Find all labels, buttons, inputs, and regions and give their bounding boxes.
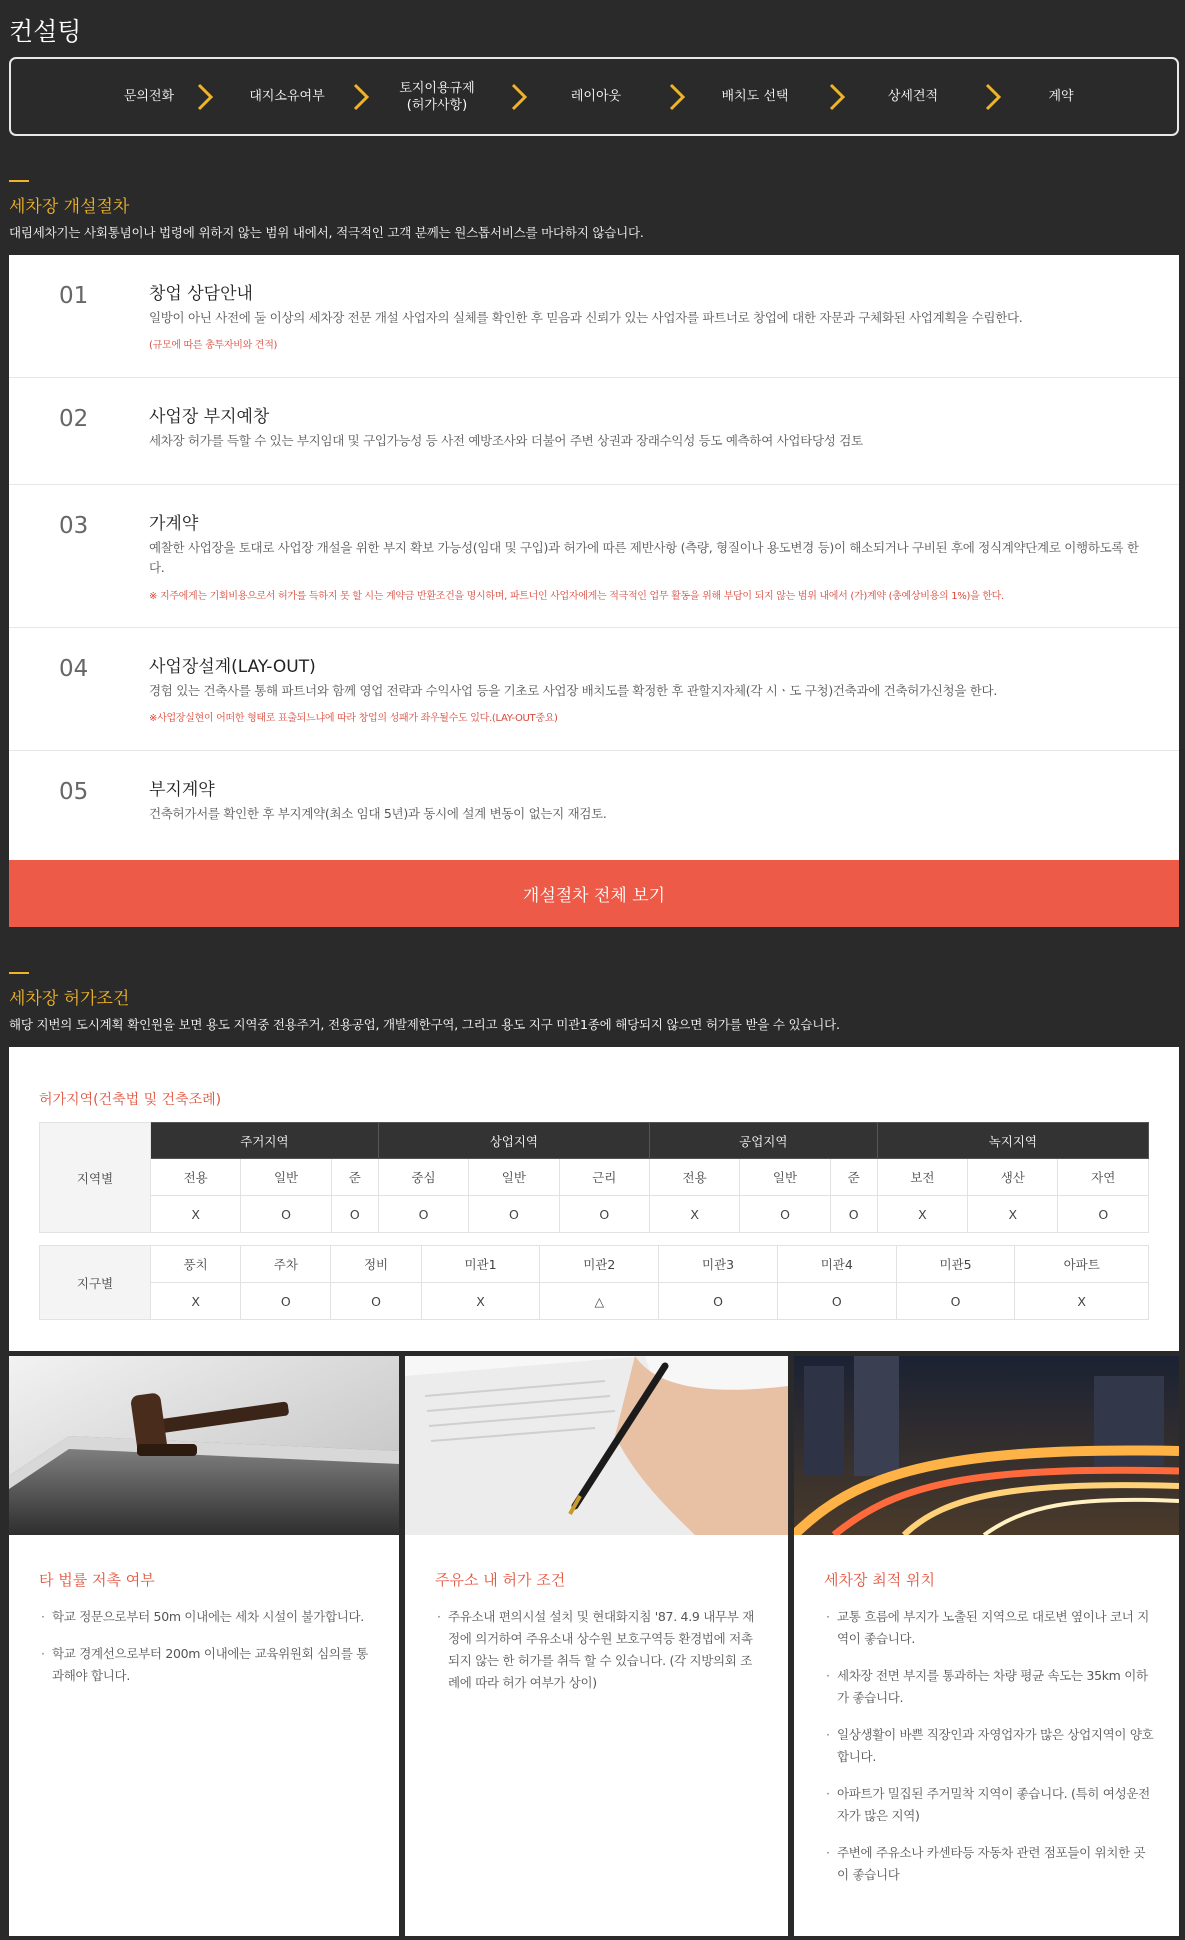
- zone-label: 지역별: [40, 1123, 151, 1233]
- list-item: · 주변에 주유소나 카센타등 자동차 관련 점포들이 위치한 곳이 좋습니다: [824, 1842, 1154, 1886]
- list-item: · 교통 흐름에 부지가 노출된 지역으로 대로변 옆이나 코너 지역이 좋습니다.: [824, 1606, 1154, 1650]
- zone-value: O: [331, 1196, 378, 1233]
- zone-value: O: [1058, 1196, 1149, 1233]
- district-table: [39, 1245, 1149, 1320]
- card-title: 세차장 최적 위치: [824, 1571, 935, 1589]
- step-text: 예찰한 사업장을 토대로 사업장 개설을 위한 부지 확보 가능성(임대 및 구입)과 허가에 따른 제반사항 (측량, 형질이나 용도변경 등)이 해소되거나 구비된 후에 정식계약단계로 이행하도록 한다.: [149, 540, 1139, 575]
- card-title: 주유소 내 허가 조건: [435, 1571, 566, 1589]
- zone-group: 상업지역: [378, 1123, 649, 1159]
- district-value: X: [151, 1283, 241, 1320]
- process-header: [9, 180, 644, 241]
- district-value: O: [331, 1283, 421, 1320]
- zone-value: O: [740, 1196, 830, 1233]
- step-text: 건축허가서를 확인한 후 부지계약(최소 임대 5년)과 동시에 설계 변동이 없는지 재검토.: [149, 806, 607, 821]
- zone-value: X: [151, 1196, 241, 1233]
- accent-bar: [9, 180, 29, 182]
- process-desc: 대림세차기는 사회통념이나 법령에 위하지 않는 범위 내에서, 적극적인 고객 분께는 원스톱서비스를 마다하지 않습니다.: [9, 225, 644, 240]
- district-value: O: [659, 1283, 778, 1320]
- step-text: 일방이 아닌 사전에 둘 이상의 세차장 전문 개설 사업자의 실체를 확인한 후 믿음과 신뢰가 있는 사업자를 파트너로 창업에 대한 자문과 구체화된 사업계획을 수립한다.: [149, 310, 1023, 325]
- process-list: [9, 255, 1179, 860]
- zone-value: X: [649, 1196, 739, 1233]
- step-phone[interactable]: 문의전화: [123, 89, 175, 104]
- step-contract[interactable]: 계약: [1048, 89, 1074, 104]
- step-text: 세차장 허가를 득할 수 있는 부지임대 및 구입가능성 등 사전 예방조사와 더불어 주변 상권과 장래수익성 등도 예측하여 사업타당성 검토: [149, 433, 863, 448]
- consulting-steps: [9, 57, 1179, 136]
- zone-value: O: [559, 1196, 649, 1233]
- step-note: ※사업장실현이 어떠한 형태로 표출되느냐에 따라 창업의 성패가 좌우될수도 있다.(LAY-OUT중요): [149, 713, 558, 724]
- zone-value: X: [968, 1196, 1058, 1233]
- district-col: 풍치: [151, 1246, 241, 1283]
- step-text: 경험 있는 건축사를 통해 파트너와 함께 영업 전략과 수익사업 등을 기초로 사업장 배치도를 확정한 후 관할지자체(각 시ㆍ도 구청)건축과에 건축허가신청을 한다.: [149, 683, 998, 698]
- gavel-image: [9, 1356, 399, 1535]
- step-title: 사업장 부지예창: [149, 407, 270, 427]
- district-value: O: [777, 1283, 896, 1320]
- district-value: X: [1015, 1283, 1149, 1320]
- step-site-plan[interactable]: 배치도 선택: [721, 89, 789, 104]
- card-title: 타 법률 저촉 여부: [39, 1571, 155, 1589]
- process-step: [9, 628, 1179, 751]
- card-list: [435, 1606, 763, 1709]
- district-col: 미관3: [659, 1246, 778, 1283]
- list-item: · 일상생활이 바쁜 직장인과 자영업자가 많은 상업지역이 양호합니다.: [824, 1724, 1154, 1768]
- permit-panel: [9, 1047, 1179, 1351]
- step-title: 사업장설계(LAY-OUT): [149, 657, 316, 677]
- district-col: 미관2: [540, 1246, 659, 1283]
- district-col: 주차: [241, 1246, 331, 1283]
- zone-col: 준: [830, 1159, 877, 1196]
- zone-col: 보전: [877, 1159, 967, 1196]
- list-item: · 학교 정문으로부터 50m 이내에는 세차 시설이 불가합니다.: [39, 1606, 374, 1628]
- list-item: · 주유소내 편의시설 설치 및 현대화지침 '87. 4.9 내무부 재정에 의거하여 주유소내 상수원 보호구역등 환경법에 저촉되지 않는 한 허가를 취득 할 수 있습니다. (각 지방의회 조례에 따라 허가 여부가 상이): [435, 1606, 763, 1694]
- gas-station-card: [405, 1356, 788, 1936]
- zone-value: O: [830, 1196, 877, 1233]
- district-value: O: [896, 1283, 1015, 1320]
- step-number: 03: [59, 513, 89, 539]
- district-col: 정비: [331, 1246, 421, 1283]
- step-number: 05: [59, 779, 89, 805]
- district-col: 미관4: [777, 1246, 896, 1283]
- zone-col: 일반: [469, 1159, 559, 1196]
- city-traffic-image: [794, 1356, 1179, 1535]
- page-title: 컨설팅: [9, 17, 82, 46]
- district-value: X: [421, 1283, 540, 1320]
- zone-col: 준: [331, 1159, 378, 1196]
- zone-group: 공업지역: [649, 1123, 877, 1159]
- zone-group: 녹지지역: [877, 1123, 1148, 1159]
- step-land-ownership[interactable]: 대지소유여부: [249, 89, 325, 104]
- step-number: 04: [59, 656, 89, 682]
- accent-bar: [9, 972, 29, 974]
- step-title: 부지계약: [149, 780, 215, 800]
- permit-desc: 해당 지번의 도시계획 확인원을 보면 용도 지역중 전용주거, 전용공업, 개발제한구역, 그리고 용도 지구 미관1종에 해당되지 않으면 허가를 받을 수 있습니다.: [9, 1017, 840, 1032]
- permit-title: 세차장 허가조건: [9, 989, 130, 1009]
- district-value: O: [241, 1283, 331, 1320]
- process-step: [9, 255, 1179, 378]
- zone-value: O: [378, 1196, 468, 1233]
- chevron-right-icon: [191, 82, 219, 112]
- step-title: 가계약: [149, 514, 199, 534]
- list-item: · 학교 경계선으로부터 200m 이내에는 교육위원회 심의를 통과해야 합니다.: [39, 1643, 374, 1687]
- step-title: 창업 상담안내: [149, 284, 253, 304]
- process-step: [9, 485, 1179, 628]
- permit-header: [9, 972, 840, 1033]
- step-land-regulation[interactable]: 토지이용규제 (허가사항): [399, 80, 475, 113]
- zone-col: 전용: [151, 1159, 241, 1196]
- step-layout[interactable]: 레이아웃: [570, 89, 622, 104]
- zone-col: 근리: [559, 1159, 649, 1196]
- zone-table: [39, 1122, 1149, 1233]
- zone-col: 생산: [968, 1159, 1058, 1196]
- step-estimate[interactable]: 상세견적: [887, 89, 939, 104]
- process-title: 세차장 개설절차: [9, 197, 130, 217]
- list-item: · 세차장 전면 부지를 통과하는 차량 평균 속도는 35km 이하가 좋습니다.: [824, 1665, 1154, 1709]
- location-card: [794, 1356, 1179, 1936]
- pen-signing-image: [405, 1356, 788, 1535]
- zone-col: 자연: [1058, 1159, 1149, 1196]
- step-note: ※ 지주에게는 기회비용으로서 허가를 득하지 못 할 시는 계약금 반환조건을 명시하며, 파트너인 사업자에게는 적극적인 업무 활동을 위해 부담이 되지 않는 범위 내에서 (가)계약 (총예상비용의 1%)을 한다.: [149, 591, 1004, 602]
- zone-col: 일반: [740, 1159, 830, 1196]
- card-list: [824, 1606, 1154, 1901]
- permit-subtitle: 허가지역(건축법 및 건축조례): [39, 1092, 222, 1108]
- card-list: [39, 1606, 374, 1702]
- zone-value: X: [877, 1196, 967, 1233]
- zone-col: 일반: [241, 1159, 331, 1196]
- zone-value: O: [469, 1196, 559, 1233]
- district-label: 지구별: [40, 1246, 151, 1320]
- zone-col: 전용: [649, 1159, 739, 1196]
- zone-group: 주거지역: [151, 1123, 379, 1159]
- district-col: 미관5: [896, 1246, 1015, 1283]
- process-step: [9, 751, 1179, 860]
- step-number: 01: [59, 283, 89, 309]
- zone-value: O: [241, 1196, 331, 1233]
- district-col: 미관1: [421, 1246, 540, 1283]
- law-card: [9, 1356, 399, 1936]
- process-step: [9, 378, 1179, 485]
- district-col: 아파트: [1015, 1246, 1149, 1283]
- district-value: △: [540, 1283, 659, 1320]
- step-number: 02: [59, 406, 89, 432]
- view-all-process-button[interactable]: 개설절차 전체 보기: [9, 860, 1179, 927]
- list-item: · 아파트가 밀집된 주거밀착 지역이 좋습니다. (특히 여성운전자가 많은 지역): [824, 1783, 1154, 1827]
- zone-col: 중심: [378, 1159, 468, 1196]
- step-note: (규모에 따른 총투자비와 견적): [149, 340, 278, 351]
